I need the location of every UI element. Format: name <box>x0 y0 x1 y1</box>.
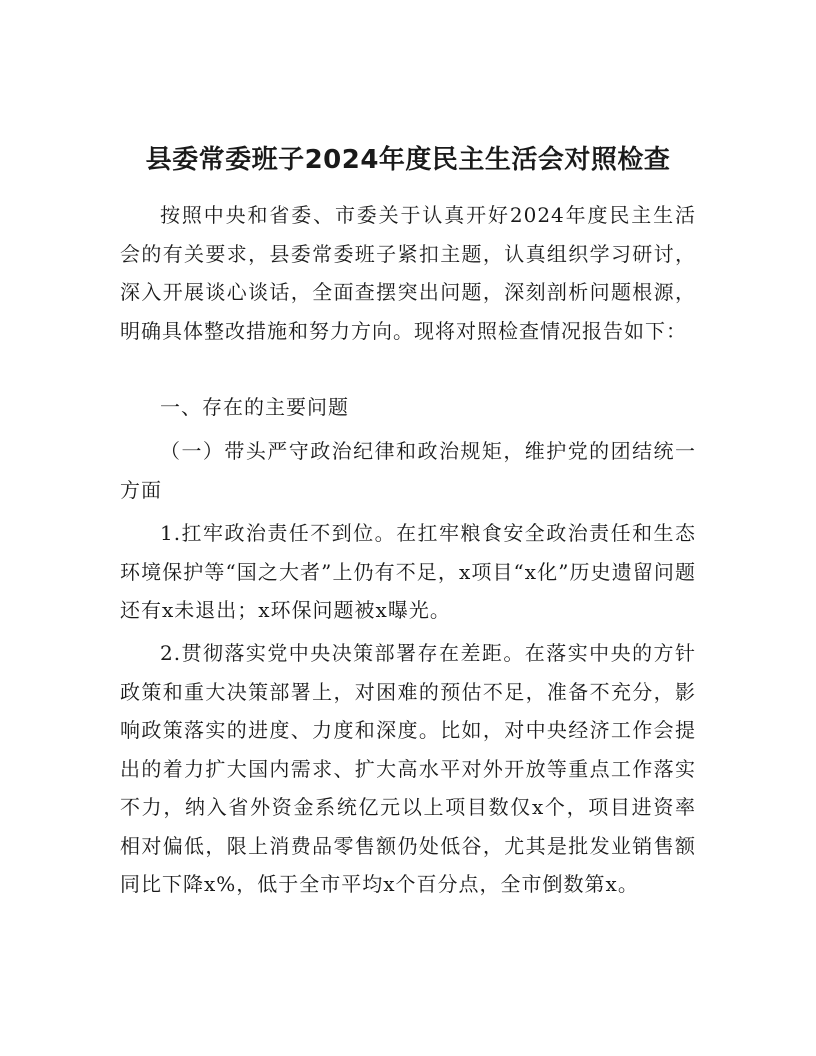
problem-item-1: 1.扛牢政治责任不到位。在扛牢粮食安全政治责任和生态环境保护等“国之大者”上仍有不足，x项目“x化”历史遗留问题还有x未退出；x环保问题被x曝光。 <box>120 521 696 622</box>
intro-paragraph: 按照中央和省委、市委关于认真开好2024年度民主生活会的有关要求，县委常委班子紧扣主题，认真组织学习研讨，深入开展谈心谈话，全面查摆突出问题，深刻剖析问题根源，明确具体整改措施和努力方向。现将对照检查情况报告如下： <box>120 203 696 343</box>
subsection-heading: （一）带头严守政治纪律和政治规矩，维护党的团结统一方面 <box>120 439 696 502</box>
document-title: 县委常委班子2024年度民主生活会对照检查 <box>145 145 671 175</box>
section-heading: 一、存在的主要问题 <box>160 395 349 419</box>
problem-item-2: 2.贯彻落实党中央决策部署存在差距。在落实中央的方针政策和重大决策部署上，对困难的预估不足，准备不充分，影响政策落实的进度、力度和深度。比如，对中央经济工作会提出的着力扩大国内需求、扩大高水平对外开放等重点工作落实不力，纳入省外资金系统亿元以上项目数仅x个，项目进资率相对偏低，限上消费品零售额仍处低谷，尤其是批发业销售额同比下降x%，低于全市平均x个百分点，全市倒数第x。 <box>120 641 696 896</box>
